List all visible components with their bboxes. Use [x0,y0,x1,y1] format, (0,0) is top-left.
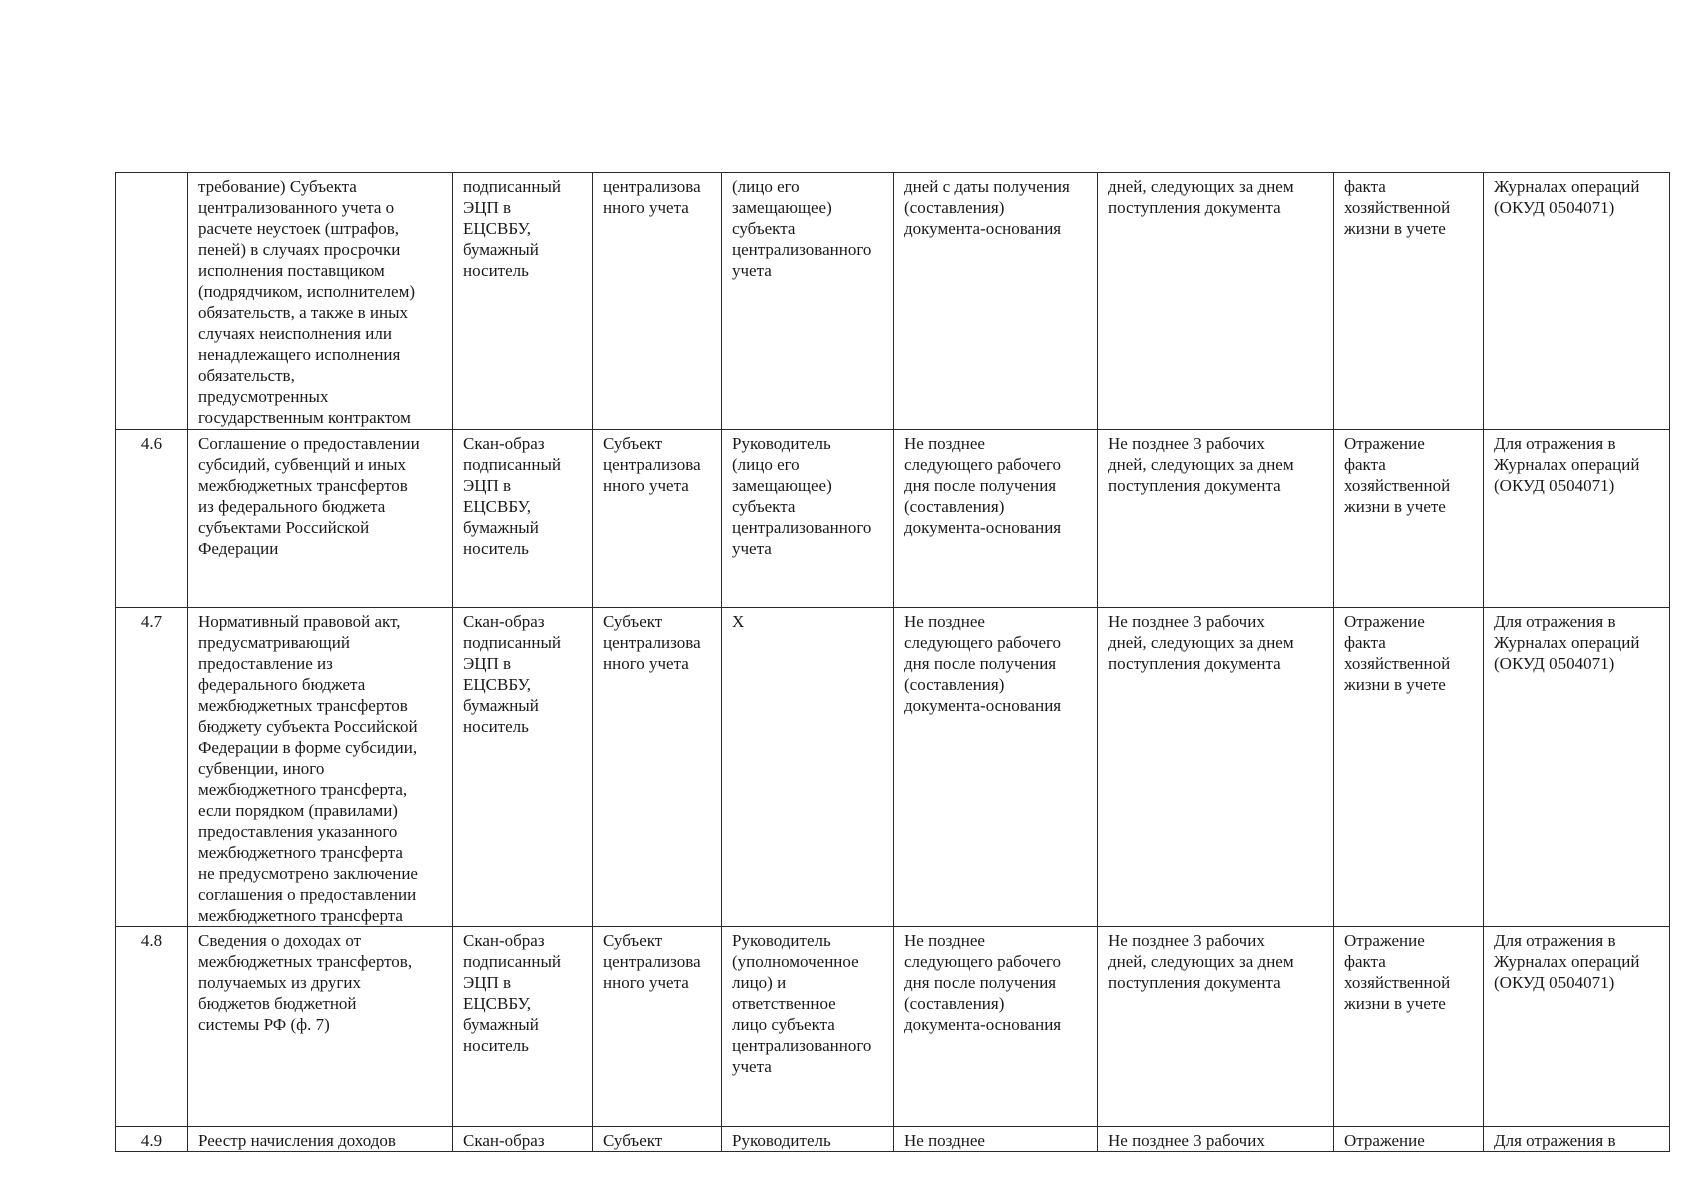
row-number: 4.8 [116,927,188,1127]
signer-cell: Руководитель (лицо его замещающее) субъекта централизованного учета [722,430,894,608]
processing-deadline-cell: Не позднее 3 рабочих дней, следующих за днем поступления документа [1098,608,1334,927]
creator-cell: Субъект централизова нного учета [593,430,722,608]
submission-deadline-cell: Не позднее следующего рабочего дня после получения (составления) документа-основания [894,608,1098,927]
processing-deadline-cell: Не позднее 3 рабочих дней, следующих за днем поступления документа [1098,927,1334,1127]
document-name-cell: Сведения о доходах от межбюджетных трансфертов, получаемых из других бюджетов бюджетной системы РФ (ф. 7) [188,927,453,1127]
creator-cell: Субъект централизова нного учета [593,608,722,927]
creator-cell: Субъект [593,1127,722,1152]
purpose-cell: Отражение факта хозяйственной жизни в учете [1334,430,1484,608]
creator-cell: Субъект централизова нного учета [593,927,722,1127]
table-body [116,173,1670,1152]
purpose-cell: Отражение факта хозяйственной жизни в учете [1334,608,1484,927]
document-form-cell: Скан-образ подписанный ЭЦП в ЕЦСВБУ, бумажный носитель [453,430,593,608]
table-row [116,927,1670,1127]
row-number: 4.6 [116,430,188,608]
document-form-cell: Скан-образ подписанный ЭЦП в ЕЦСВБУ, бумажный носитель [453,608,593,927]
submission-deadline-cell: Не позднее следующего рабочего дня после получения (составления) документа-основания [894,430,1098,608]
reflection-cell: Для отражения в Журналах операций (ОКУД 0504071) [1484,430,1670,608]
signer-cell: (лицо его замещающее) субъекта централизованного учета [722,173,894,430]
creator-cell: централизова нного учета [593,173,722,430]
reflection-cell: Для отражения в [1484,1127,1670,1152]
document-form-cell: Скан-образ подписанный ЭЦП в ЕЦСВБУ, бумажный носитель [453,927,593,1127]
reflection-cell: Для отражения в Журналах операций (ОКУД 0504071) [1484,608,1670,927]
signer-cell: Руководитель (уполномоченное лицо) и ответственное лицо субъекта централизованного учета [722,927,894,1127]
document-name-cell: Соглашение о предоставлении субсидий, субвенций и иных межбюджетных трансфертов из федерального бюджета субъектами Российской Федерации [188,430,453,608]
processing-deadline-cell: Не позднее 3 рабочих дней, следующих за днем поступления документа [1098,430,1334,608]
document-name-cell: Нормативный правовой акт, предусматривающий предоставление из федерального бюджета межбюджетных трансфертов бюджету субъекта Российской Федерации в форме субсидии, субвенции, иного межбюджетного трансферта, если порядком (правилами) предоставления указанного межбюджетного трансферта не предусмотрено заключение соглашения о предоставлении межбюджетного трансферта [188,608,453,927]
submission-deadline-cell: Не позднее [894,1127,1098,1152]
row-number [116,173,188,430]
table-row [116,1127,1670,1152]
documents-table [115,172,1670,1152]
purpose-cell: Отражение [1334,1127,1484,1152]
signer-cell: Х [722,608,894,927]
reflection-cell: Журналах операций (ОКУД 0504071) [1484,173,1670,430]
processing-deadline-cell: дней, следующих за днем поступления документа [1098,173,1334,430]
signer-cell: Руководитель [722,1127,894,1152]
row-number: 4.7 [116,608,188,927]
row-number: 4.9 [116,1127,188,1152]
processing-deadline-cell: Не позднее 3 рабочих [1098,1127,1334,1152]
document-form-cell: подписанный ЭЦП в ЕЦСВБУ, бумажный носитель [453,173,593,430]
purpose-cell: Отражение факта хозяйственной жизни в учете [1334,927,1484,1127]
table-row [116,608,1670,927]
document-form-cell: Скан-образ [453,1127,593,1152]
submission-deadline-cell: Не позднее следующего рабочего дня после получения (составления) документа-основания [894,927,1098,1127]
reflection-cell: Для отражения в Журналах операций (ОКУД 0504071) [1484,927,1670,1127]
table-row [116,430,1670,608]
submission-deadline-cell: дней с даты получения (составления) документа-основания [894,173,1098,430]
document-name-cell: требование) Субъекта централизованного учета о расчете неустоек (штрафов, пеней) в случаях просрочки исполнения поставщиком (подрядчиком, исполнителем) обязательств, а также в иных случаях неисполнения или ненадлежащего исполнения обязательств, предусмотренных государственным контрактом [188,173,453,430]
table-row [116,173,1670,430]
document-name-cell: Реестр начисления доходов [188,1127,453,1152]
purpose-cell: факта хозяйственной жизни в учете [1334,173,1484,430]
